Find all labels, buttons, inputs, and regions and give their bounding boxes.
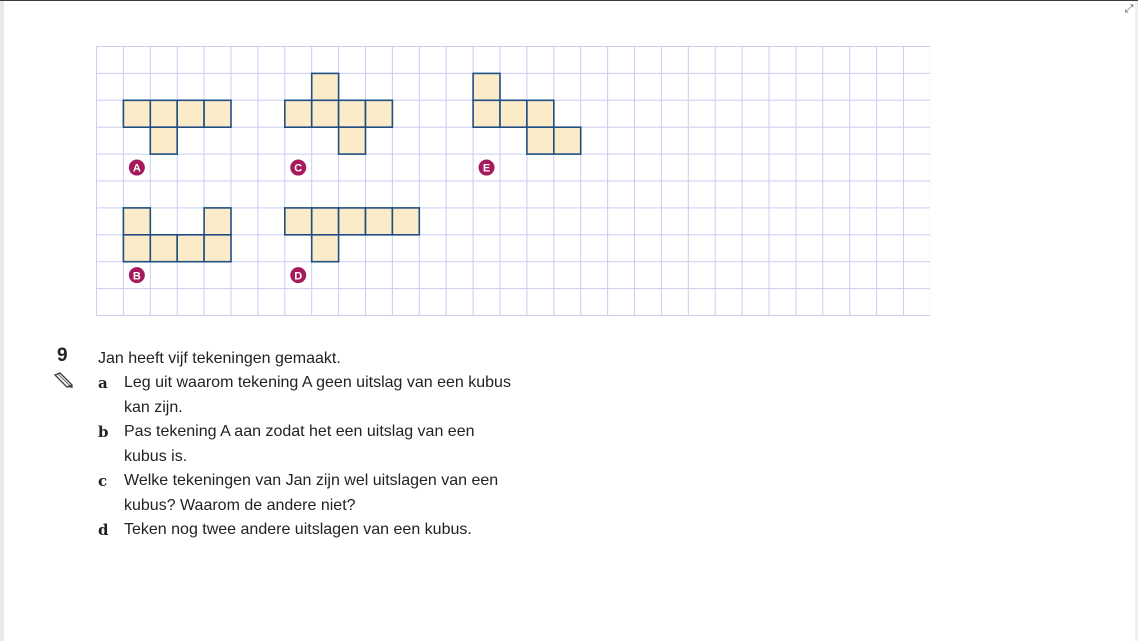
expand-icon[interactable]: ⤢ [1124, 3, 1134, 15]
subquestion-letter: b [98, 423, 109, 441]
net-d-cell [312, 208, 339, 235]
net-a-label: A [132, 162, 141, 175]
question-number: 9 [57, 345, 68, 366]
subquestion-letter: d [98, 521, 109, 539]
net-d-cell [366, 208, 393, 235]
net-b-cell [123, 235, 150, 262]
pencil-icon [52, 371, 74, 389]
net-c-cell [312, 100, 339, 127]
net-d-cell [285, 208, 312, 235]
net-a-cell [204, 100, 231, 127]
net-b-label: B [132, 270, 141, 283]
net-e-cell [473, 100, 500, 127]
net-b-cell [204, 208, 231, 235]
net-e-cell [554, 127, 581, 154]
question-stem: Jan heeft vijf tekeningen gemaakt. [98, 350, 341, 367]
net-c-cell [285, 100, 312, 127]
net-c-cell [339, 127, 366, 154]
net-c-cell [312, 73, 339, 100]
subquestion-letter: c [98, 472, 108, 490]
net-a-cell [177, 100, 204, 127]
net-d-label: D [294, 270, 303, 283]
net-a-cell [123, 100, 150, 127]
subquestion-line: Teken nog twee andere uitslagen van een kubus. [124, 521, 472, 538]
net-d-cell [312, 235, 339, 262]
net-d-cell [392, 208, 419, 235]
net-b-cell [204, 235, 231, 262]
net-c-label: C [294, 162, 303, 175]
net-b-cell [177, 235, 204, 262]
net-e-cell [473, 73, 500, 100]
left-gutter [0, 1, 4, 641]
window-top-border [0, 0, 1138, 1]
net-e-cell [500, 100, 527, 127]
net-d-cell [339, 208, 366, 235]
net-b-cell [123, 208, 150, 235]
subquestion-line: Leg uit waarom tekening A geen uitslag van een kubus [124, 374, 511, 391]
net-a-cell [150, 127, 177, 154]
subquestion-letter: a [98, 374, 108, 392]
net-c-cell [366, 100, 393, 127]
cube-nets-figure [96, 46, 930, 318]
subquestion-line: kubus? Waarom de andere niet? [124, 496, 356, 514]
grid-paper [96, 46, 930, 318]
subquestion-line: kan zijn. [124, 398, 183, 416]
net-b-cell [150, 235, 177, 262]
subquestion-line: Welke tekeningen van Jan zijn wel uitslagen van een [124, 472, 499, 489]
net-e-cell [527, 100, 554, 127]
net-a-cell [150, 100, 177, 127]
net-e-cell [527, 127, 554, 154]
net-e-label: E [482, 162, 491, 175]
net-c-cell [339, 100, 366, 127]
subquestion-line: kubus is. [124, 447, 188, 465]
subquestion-line: Pas tekening A aan zodat het een uitslag van een [124, 423, 475, 440]
